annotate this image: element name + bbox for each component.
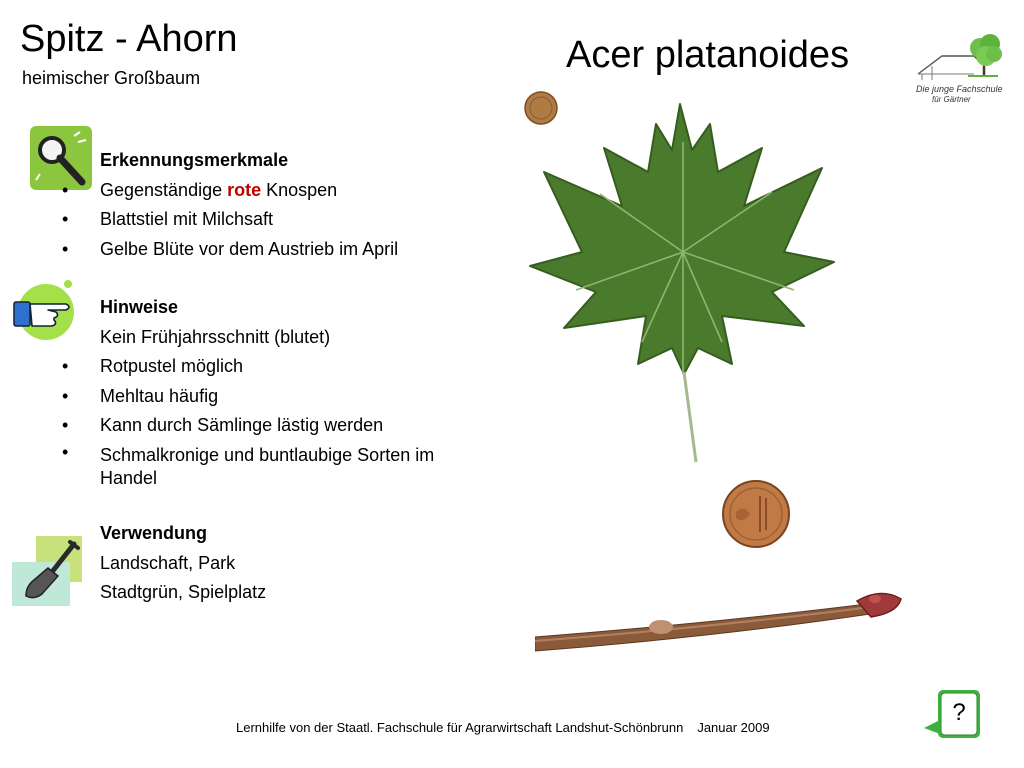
section-heading: Verwendung: [100, 523, 208, 543]
maple-leaf-image: [522, 102, 844, 464]
footer-date: Januar 2009: [697, 720, 770, 735]
section-line: Kein Frühjahrsschnitt (blutet): [100, 326, 331, 347]
latin-name: Acer platanoides: [566, 34, 850, 76]
list-item-text: Knospen: [261, 179, 338, 200]
list-item: • Rotpustel möglich: [100, 352, 490, 382]
logo-line-2: für Gärtner: [932, 95, 971, 104]
list-item: • Blattstiel mit Milchsaft: [100, 205, 490, 235]
list-item: • Schmalkronige und buntlaubige Sorten im Handel: [100, 441, 490, 493]
help-label: ?: [952, 699, 966, 726]
highlight-red: rote: [227, 179, 262, 200]
list-item: [100, 176, 490, 206]
section-heading: Erkennungsmerkmale: [100, 150, 289, 170]
list-item-text: Gegenständige: [100, 179, 228, 200]
list-item: • Mehltau häufig: [100, 382, 490, 412]
twig-image: [535, 585, 907, 657]
footer: [236, 720, 770, 735]
footer-text: Lernhilfe von der Staatl. Fachschule für Agrarwirtschaft Landshut-Schönbrunn: [236, 720, 684, 735]
page-title: Spitz - Ahorn: [20, 18, 238, 60]
coin-image-large: [720, 478, 792, 550]
section-line: Landschaft, Park: [100, 552, 236, 573]
section-erkennungsmerkmale: [100, 146, 490, 264]
magnifier-icon: [30, 126, 92, 190]
logo-line-1: Die junge Fachschule: [916, 84, 1003, 94]
pointing-hand-icon: [10, 280, 80, 344]
page-subtitle: heimischer Großbaum: [22, 68, 201, 88]
section-hinweise: [100, 293, 490, 493]
section-verwendung: [100, 519, 490, 608]
spade-icon: [12, 536, 82, 606]
list-item: • Gelbe Blüte vor dem Austrieb im April: [100, 235, 490, 265]
section-heading: Hinweise: [100, 297, 179, 317]
help-button[interactable]: [924, 690, 982, 740]
section-line: Stadtgrün, Spielplatz: [100, 582, 267, 602]
school-logo: [912, 30, 1004, 110]
list-item: • Kann durch Sämlinge lästig werden: [100, 411, 490, 441]
